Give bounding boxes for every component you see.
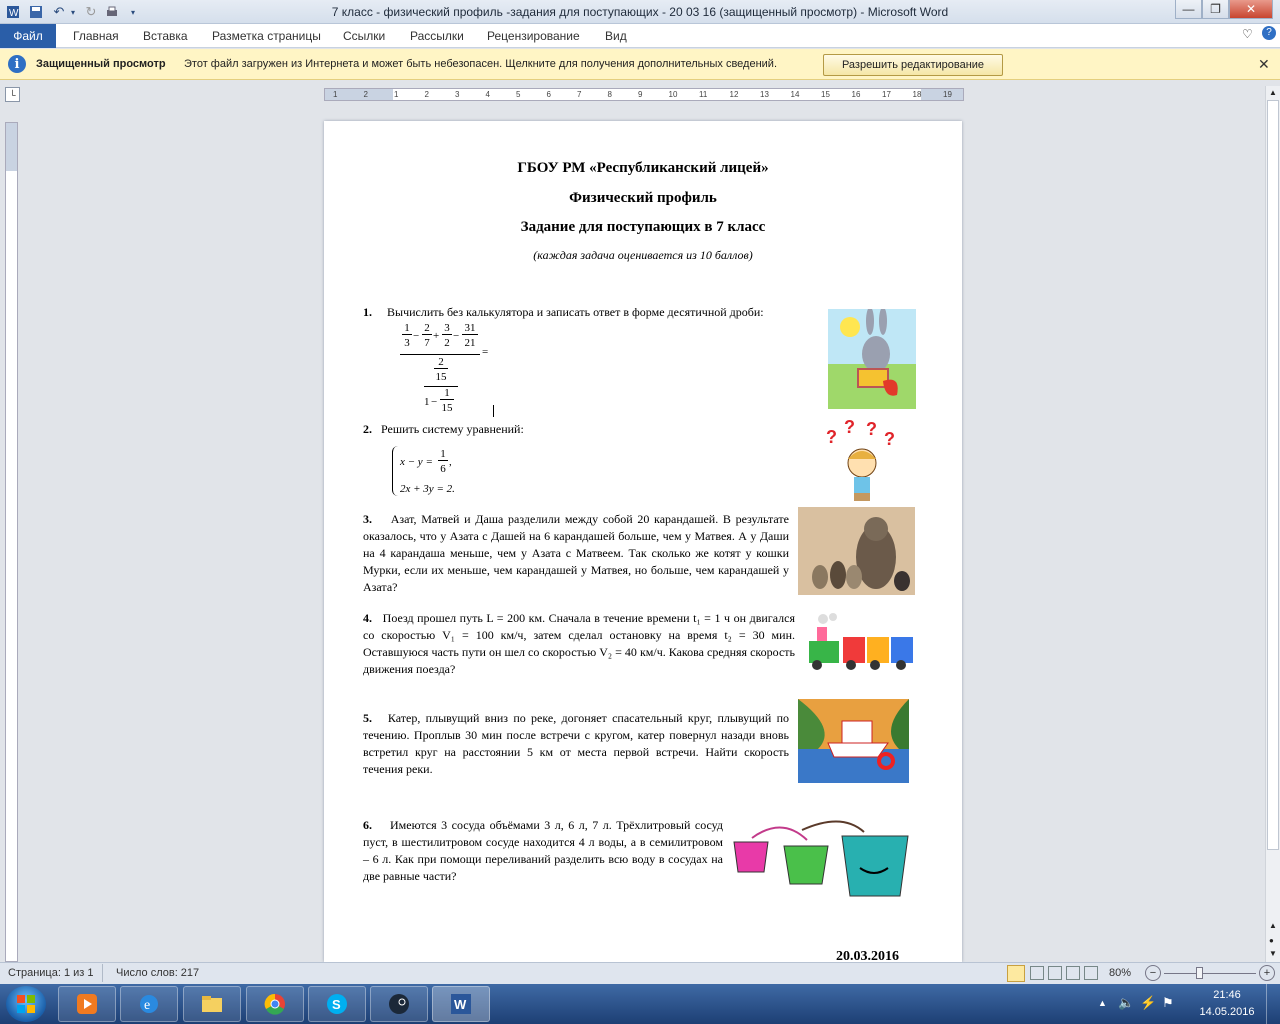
protected-view-message[interactable]: Этот файл загружен из Интернета и может быть небезопасен. Щелкните для получения дополнительных сведений. (184, 58, 777, 70)
word-taskbar-icon[interactable] (432, 986, 490, 1022)
doc-assignment: Задание для поступающих в 7 класс (520, 219, 766, 235)
tab-view[interactable]: Вид (605, 29, 627, 43)
task-text: Поезд прошел путь L = 200 км. Сначала в течение времени t₁ = 1 ч он двигался со скоростью V₁ = 100 км/ч, затем сделал остановку на время t₂ = 30 мин. Оставшуюся часть пути он шел со скоростью V₂ = 40 км/ч. Какова средняя скорость движения поезда? (363, 611, 795, 676)
ruler-mark: 3 (455, 90, 460, 99)
show-desktop-button[interactable] (1266, 984, 1280, 1024)
tab-file[interactable]: Файл (0, 24, 56, 48)
task-number: 1. (363, 305, 372, 319)
ruler-mark: 1 (333, 90, 338, 99)
ruler-mark: 17 (882, 90, 891, 99)
vertical-ruler[interactable] (5, 122, 18, 962)
ruler-mark: 2 (363, 90, 368, 99)
chrome-icon[interactable] (246, 986, 304, 1022)
ruler-mark: 18 (912, 90, 922, 99)
svg-text:e: e (144, 998, 151, 1013)
frac-num: 1 (402, 322, 412, 335)
close-button[interactable]: ✕ (1229, 0, 1273, 19)
frac-den: 15 (441, 402, 453, 414)
file-explorer-icon[interactable] (183, 986, 241, 1022)
print-layout-icon[interactable] (1007, 965, 1025, 982)
redo-icon[interactable]: ↻ (85, 4, 97, 19)
tab-home[interactable]: Главная (73, 29, 119, 43)
vertical-scrollbar[interactable] (1265, 86, 1280, 962)
ruler-mark: 16 (851, 90, 861, 99)
eq1-lhs: x − y = (400, 456, 433, 468)
draft-icon[interactable] (1084, 966, 1098, 980)
frac-den: 3 (404, 337, 410, 349)
frac-num: 1 (438, 448, 448, 461)
eq1-end: , (449, 456, 452, 468)
task-text: Катер, плывущий вниз по реке, догоняет спасательный круг, плывущий по течению. Проплыв 30 мин после встречи с кругом, катер повернул назади вновь встретил круг на расстоянии 5 км от места первой встречи. Найти скорость течения реки. (363, 711, 789, 776)
svg-text:S: S (332, 997, 341, 1012)
ruler-mark: 5 (516, 90, 521, 99)
ruler-mark: 12 (729, 90, 739, 99)
frac-num: 1 (440, 387, 454, 400)
prev-page-icon[interactable]: ▲ (1269, 921, 1277, 930)
browse-object-icon[interactable]: ● (1269, 936, 1274, 945)
ruler-mark: 7 (577, 90, 582, 99)
doc-note: (каждая задача оценивается из 10 баллов) (533, 248, 753, 262)
ruler-mark: 11 (699, 90, 708, 99)
task-number: 2. (363, 422, 372, 436)
clock-date[interactable]: 14.05.2016 (1199, 1006, 1255, 1018)
ruler-mark: 9 (638, 90, 643, 99)
protected-view-title: Защищенный просмотр (36, 58, 166, 70)
ruler-mark: 6 (546, 90, 551, 99)
task-1 (363, 304, 813, 321)
buckets-image (732, 818, 914, 902)
equals-sign: = (482, 346, 489, 358)
doc-school: ГБОУ РМ «Республиканский лицей» (517, 160, 769, 176)
skype-icon[interactable] (308, 986, 366, 1022)
frac-den: 7 (424, 337, 430, 349)
flag-icon[interactable]: ⚑ (1162, 995, 1174, 1010)
outline-icon[interactable] (1066, 966, 1080, 980)
internet-explorer-icon[interactable] (120, 986, 178, 1022)
tab-references[interactable]: Ссылки (343, 29, 386, 43)
page-count[interactable]: Страница: 1 из 1 (8, 967, 94, 979)
web-layout-icon[interactable] (1048, 966, 1062, 980)
ruler-mark: 10 (668, 90, 678, 99)
taskbar (0, 984, 1280, 1024)
task-6 (363, 817, 723, 885)
print-icon[interactable] (103, 3, 121, 21)
ruler-mark: 8 (607, 90, 612, 99)
eq2: 2x + 3y = 2. (400, 483, 455, 495)
svg-text:?: ? (884, 429, 895, 449)
status-bar (0, 962, 1280, 984)
steam-icon[interactable] (370, 986, 428, 1022)
word-count[interactable]: Число слов: 217 (116, 967, 200, 979)
task-number: 4. (363, 611, 372, 625)
svg-text:W: W (454, 997, 467, 1012)
task-2 (363, 421, 663, 438)
tray-arrow-icon[interactable]: ▲ (1098, 998, 1107, 1008)
frac-num: 2 (434, 356, 448, 369)
save-icon[interactable] (27, 3, 45, 21)
task-text: Имеются 3 сосуда объёмами 3 л, 6 л, 7 л. Трёхлитровый сосуд пуст, в шестилитровом сосуде находится 4 л воды, а в семилитровом – 6 л. Как при помощи переливаний разделить всю воду в сосудах на две равные части? (363, 818, 724, 883)
boat-image (798, 699, 909, 783)
frac-den: 21 (464, 337, 476, 349)
tab-review[interactable]: Рецензирование (487, 29, 580, 43)
frac-num: 3 (442, 322, 452, 335)
task-3 (363, 511, 789, 596)
task-number: 5. (363, 711, 372, 725)
frac-den: 2 (444, 337, 450, 349)
network-icon[interactable]: ⚡ (1140, 995, 1157, 1010)
task-text: Азат, Матвей и Даша разделили между собой 20 карандашей. В результате оказалось, что у Азата с Дашей на 6 карандашей больше, чем у Матвея. А у Даши на 4 карандаша меньше, чем у Азата с Матвеем. Так сколько же котят у кошки Мурки, если их меньше, чем карандашей у Матвея, но больше, чем карандашей у Азата? (363, 512, 789, 594)
one: 1 (424, 396, 430, 408)
frac-den: 6 (440, 463, 446, 475)
doc-date: 20.03.2016 (836, 949, 899, 962)
start-button[interactable] (6, 986, 46, 1022)
tab-selector[interactable]: └ (5, 87, 20, 102)
close-icon[interactable]: ✕ (1258, 56, 1270, 72)
zoom-slider[interactable] (1164, 973, 1256, 974)
frac-num: 31 (462, 322, 478, 335)
volume-icon[interactable]: 🔈 (1118, 995, 1135, 1010)
ruler-mark: 19 (943, 90, 952, 99)
zoom-out-icon[interactable]: − (1145, 965, 1161, 981)
svg-text:?: ? (844, 419, 855, 437)
task-4 (363, 610, 795, 678)
next-page-icon[interactable]: ▼ (1269, 949, 1277, 958)
task-5 (363, 710, 789, 778)
customize-toolbar-icon[interactable]: ▾ (130, 7, 135, 17)
title-bar (0, 0, 1280, 24)
help-icon[interactable]: ? (1262, 26, 1276, 40)
undo-dropdown-icon[interactable]: ▾ (70, 7, 75, 17)
toy-train-image (803, 613, 917, 673)
info-icon: i (8, 55, 26, 73)
question-boy-image (824, 419, 900, 503)
window-title: 7 класс - физический профиль -задания для поступающих - 20 03 16 (защищенный просмотр) - Microsoft Word (331, 5, 949, 19)
task-number: 6. (363, 818, 372, 832)
full-screen-reading-icon[interactable] (1030, 966, 1044, 980)
svg-text:?: ? (866, 419, 877, 439)
equation-system (392, 446, 502, 498)
svg-text:W: W (9, 8, 19, 19)
word-icon[interactable] (4, 3, 22, 21)
ruler-mark: 14 (790, 90, 800, 99)
formula-1: 1 3 − 2 7 + 3 2 − 31 21 = 2 15 1 − 1 15 (400, 321, 520, 421)
expand-ribbon-icon[interactable]: ♡ (1242, 27, 1253, 41)
ribbon-tabs (0, 24, 1280, 48)
svg-text:?: ? (826, 427, 837, 447)
restore-button[interactable]: ❐ (1202, 0, 1229, 19)
protected-view-bar (0, 49, 1280, 80)
media-player-icon[interactable] (58, 986, 116, 1022)
minimize-button[interactable]: — (1175, 0, 1202, 19)
clock-time[interactable]: 21:46 (1213, 989, 1241, 1001)
zoom-level[interactable]: 80% (1109, 967, 1132, 979)
bunny-drum-image (828, 309, 916, 409)
enable-editing-button[interactable]: Разрешить редактирование (823, 54, 1003, 76)
ruler-mark: 15 (821, 90, 830, 99)
tab-page-layout[interactable]: Разметка страницы (212, 29, 321, 43)
scrollbar-thumb[interactable] (1267, 100, 1279, 850)
undo-icon[interactable]: ↶ (53, 4, 65, 19)
frac-den: 15 (435, 371, 447, 383)
zoom-slider-thumb[interactable] (1196, 967, 1203, 979)
ruler-mark: 4 (485, 90, 490, 99)
ruler-mark: 13 (760, 90, 769, 99)
zoom-in-icon[interactable]: + (1259, 965, 1275, 981)
task-text: Решить систему уравнений: (381, 422, 524, 436)
tab-mailings[interactable]: Рассылки (410, 29, 464, 43)
cat-kittens-image (798, 507, 915, 595)
frac-num: 2 (422, 322, 432, 335)
doc-profile: Физический профиль (569, 190, 717, 206)
task-number: 3. (363, 512, 372, 526)
horizontal-ruler[interactable] (324, 88, 964, 101)
scroll-up-icon[interactable]: ▲ (1269, 88, 1277, 97)
text-cursor (493, 405, 494, 417)
ruler-mark: 2 (424, 90, 429, 99)
tab-insert[interactable]: Вставка (143, 29, 188, 43)
document-page[interactable] (324, 121, 962, 962)
ruler-mark: 1 (394, 90, 399, 99)
task-text: Вычислить без калькулятора и записать ответ в форме десятичной дроби: (387, 305, 764, 319)
